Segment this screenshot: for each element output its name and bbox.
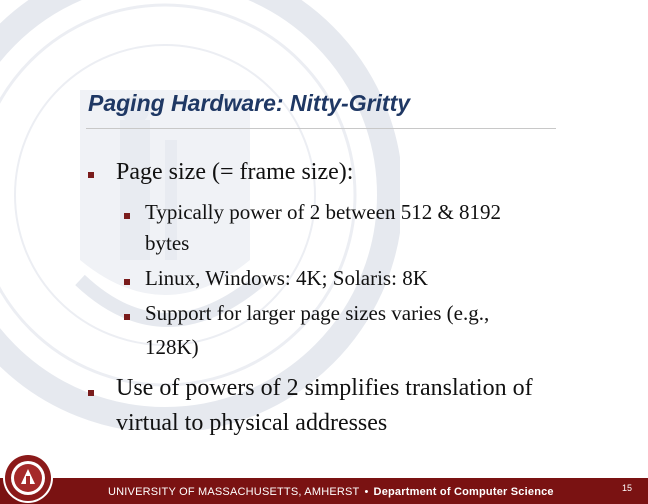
- sub-bullet-marker: [124, 213, 130, 219]
- sub-bullet-text: Support for larger page sizes varies (e.g.,: [145, 301, 490, 325]
- sub-bullet-text: Typically power of 2 between 512 & 8192: [145, 200, 502, 224]
- title-divider: [86, 128, 556, 129]
- sub-bullet-text-continued: 128K): [145, 335, 199, 359]
- page-number: 15: [621, 483, 632, 493]
- sub-bullet-marker: [124, 314, 130, 320]
- bullet-marker: [88, 390, 94, 396]
- bullet-marker: [88, 172, 94, 178]
- umass-seal-icon: [2, 452, 54, 504]
- slide-title: Paging Hardware: Nitty-Gritty: [88, 90, 411, 116]
- footer-department: Department of Computer Science: [373, 486, 554, 498]
- sub-bullet-text: Linux, Windows: 4K; Solaris: 8K: [145, 266, 428, 290]
- sub-bullet-marker: [124, 279, 130, 285]
- footer-separator: •: [364, 486, 369, 498]
- footer-text: [108, 486, 554, 498]
- bullet-text: Use of powers of 2 simplifies translation of: [116, 375, 533, 401]
- bullet-text: Page size (= frame size):: [116, 159, 354, 185]
- sub-bullet-text-continued: bytes: [145, 231, 190, 255]
- footer-university: UNIVERSITY OF MASSACHUSETTS, AMHERST: [108, 486, 360, 498]
- bullet-text-continued: virtual to physical addresses: [116, 410, 388, 436]
